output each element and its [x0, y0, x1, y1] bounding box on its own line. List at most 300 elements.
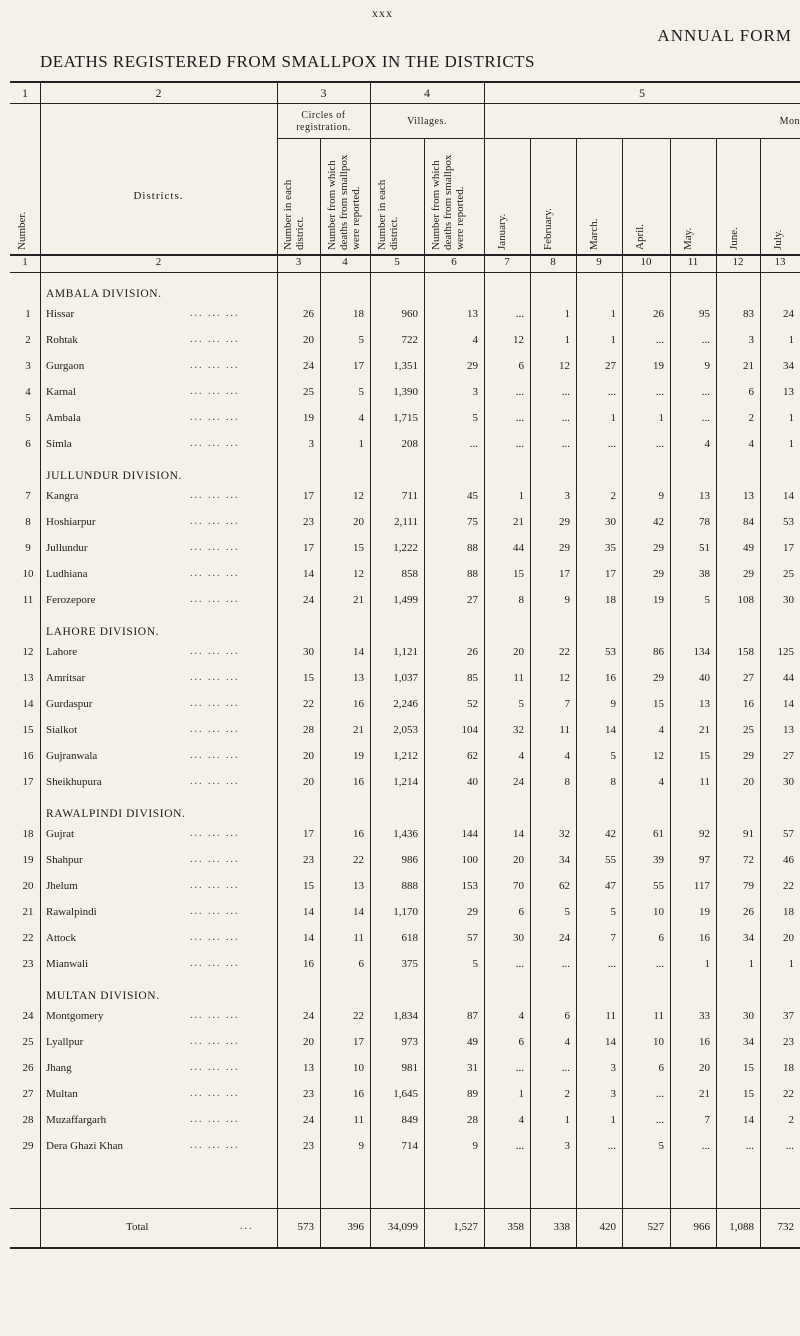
sub-column-number-7: 7 [504, 256, 510, 268]
table-cell: 33 [699, 1010, 710, 1022]
table-cell: 19 [699, 906, 710, 918]
table-cell: ... [515, 412, 524, 424]
table-cell: ... [561, 412, 570, 424]
leader-dots: ... ... ... [190, 386, 240, 397]
district-name: Sialkot [46, 724, 78, 736]
rule-colnums [10, 103, 800, 104]
table-cell: 5 [472, 412, 478, 424]
table-cell: 21 [513, 516, 524, 528]
row-number: 19 [22, 854, 34, 866]
table-cell: 20 [303, 776, 314, 788]
table-cell: 15 [303, 880, 314, 892]
district-name: Ludhiana [46, 568, 88, 580]
table-cell: 6 [518, 1036, 524, 1048]
table-cell: 1 [658, 412, 664, 424]
table-cell: 9 [610, 698, 616, 710]
table-cell: 13 [783, 724, 794, 736]
header-villages-count: Number in each district. [376, 179, 400, 250]
table-cell: 25 [303, 386, 314, 398]
table-cell: 153 [461, 880, 478, 892]
row-number: 1 [25, 308, 31, 320]
table-cell: 16 [605, 672, 616, 684]
table-cell: 5 [658, 1140, 664, 1152]
rule-subnums [10, 272, 800, 273]
rule-col-8 [622, 138, 623, 1247]
table-cell: 10 [653, 1036, 664, 1048]
table-cell: 24 [513, 776, 524, 788]
table-cell: 19 [653, 360, 664, 372]
table-cell: 30 [783, 776, 794, 788]
table-cell: 4 [658, 776, 664, 788]
table-cell: 17 [303, 490, 314, 502]
table-cell: 42 [605, 828, 616, 840]
row-number: 29 [22, 1140, 34, 1152]
table-cell: 3 [564, 490, 570, 502]
district-name: Rawalpindi [46, 906, 97, 918]
leader-dots: ... ... ... [190, 568, 240, 579]
row-number: 17 [22, 776, 34, 788]
header-number: Number. [16, 211, 28, 250]
table-cell: 75 [467, 516, 478, 528]
sub-column-number-3: 3 [295, 256, 302, 268]
table-cell: ... [655, 1114, 664, 1126]
table-cell: 14 [353, 906, 364, 918]
table-cell: ... [655, 1088, 664, 1100]
table-cell: 21 [353, 724, 364, 736]
table-cell: 2,111 [394, 516, 418, 528]
table-cell: 26 [303, 308, 314, 320]
table-cell: 79 [743, 880, 754, 892]
table-cell: 15 [303, 672, 314, 684]
table-cell: 22 [783, 1088, 794, 1100]
leader-dots: ... ... ... [190, 1010, 240, 1021]
table-cell: 208 [401, 438, 418, 450]
table-cell: 2 [788, 1114, 794, 1126]
table-cell: 32 [559, 828, 570, 840]
table-cell: 30 [303, 646, 314, 658]
district-name: Lyallpur [46, 1036, 84, 1048]
table-cell: 62 [467, 750, 478, 762]
table-cell: ... [515, 308, 524, 320]
table-cell: 11 [699, 776, 710, 788]
leader-dots: ... ... ... [190, 1062, 240, 1073]
table-cell: 16 [353, 1088, 364, 1100]
table-cell: 14 [513, 828, 524, 840]
table-cell: 27 [467, 594, 478, 606]
table-cell: 16 [699, 932, 710, 944]
table-cell: 13 [783, 386, 794, 398]
table-cell: ... [515, 386, 524, 398]
district-name: Shahpur [46, 854, 83, 866]
header-apr: April. [634, 224, 646, 250]
table-cell: 8 [518, 594, 524, 606]
table-cell: 1,715 [393, 412, 418, 424]
district-name: Kangra [46, 490, 79, 502]
sub-column-number-4: 4 [342, 256, 348, 268]
table-cell: 7 [564, 698, 570, 710]
table-cell: 55 [605, 854, 616, 866]
table-cell: 2,053 [393, 724, 418, 736]
district-name: Gujrat [46, 828, 75, 840]
table-cell: 14 [783, 490, 794, 502]
table-cell: 12 [353, 490, 364, 502]
row-number: 6 [25, 438, 31, 450]
leader-dots: ... [240, 1221, 254, 1232]
table-cell: 4 [564, 750, 570, 762]
leader-dots: ... ... ... [190, 750, 240, 761]
table-cell: 20 [303, 334, 314, 346]
table-cell: 9 [358, 1140, 364, 1152]
sub-column-number-2: 2 [155, 256, 162, 268]
table-cell: 1 [610, 1114, 616, 1126]
table-cell: 24 [303, 360, 314, 372]
table-cell: 20 [303, 1036, 314, 1048]
table-cell: 26 [653, 308, 664, 320]
table-cell: 6 [358, 958, 364, 970]
table-cell: 1,121 [393, 646, 418, 658]
table-cell: ... [701, 412, 710, 424]
table-cell: 53 [783, 516, 794, 528]
row-number: 27 [22, 1088, 34, 1100]
table-cell: 1,390 [393, 386, 418, 398]
table-cell: 28 [303, 724, 314, 736]
header-jul: July. [772, 229, 784, 250]
header-feb: February. [542, 208, 554, 250]
table-cell: 8 [564, 776, 570, 788]
header-jun: June. [728, 227, 740, 250]
table-cell: 888 [401, 880, 418, 892]
table-cell: 17 [353, 1036, 364, 1048]
table-cell: 5 [518, 698, 524, 710]
district-name: Hissar [46, 308, 75, 320]
table-cell: 12 [559, 360, 570, 372]
table-cell: ... [745, 1140, 754, 1152]
table-cell: 23 [303, 1088, 314, 1100]
table-cell: 4 [518, 1114, 524, 1126]
table-cell: 714 [401, 1140, 418, 1152]
table-cell: 20 [699, 1062, 710, 1074]
table-cell: 47 [605, 880, 616, 892]
rule-col-2 [320, 138, 321, 1247]
row-number: 7 [25, 490, 31, 502]
table-cell: ... [561, 386, 570, 398]
leader-dots: ... ... ... [190, 360, 240, 371]
row-number: 18 [22, 828, 34, 840]
table-cell: 13 [743, 490, 754, 502]
rule-col-10 [716, 138, 717, 1247]
table-cell: 24 [303, 1114, 314, 1126]
table-cell: 34 [743, 932, 754, 944]
table-cell: 25 [783, 568, 794, 580]
table-cell: 22 [353, 1010, 364, 1022]
table-cell: 10 [353, 1062, 364, 1074]
rule-col-6 [530, 138, 531, 1247]
table-cell: 29 [467, 906, 478, 918]
table-cell: ... [785, 1140, 794, 1152]
table-cell: 4 [748, 438, 754, 450]
table-cell: 23 [303, 1140, 314, 1152]
row-number: 22 [22, 932, 34, 944]
table-cell: 23 [303, 854, 314, 866]
total-cell: 1,527 [453, 1221, 478, 1233]
table-cell: ... [655, 438, 664, 450]
table-cell: 4 [518, 1010, 524, 1022]
table-cell: 1,037 [393, 672, 418, 684]
row-number: 14 [22, 698, 34, 710]
table-cell: 29 [559, 516, 570, 528]
table-cell: 22 [353, 854, 364, 866]
table-cell: 15 [513, 568, 524, 580]
table-cell: 1 [788, 334, 794, 346]
table-cell: 15 [743, 1088, 754, 1100]
table-cell: 57 [783, 828, 794, 840]
table-cell: 91 [743, 828, 754, 840]
table-cell: 1 [788, 412, 794, 424]
table-cell: 27 [743, 672, 754, 684]
table-cell: 28 [467, 1114, 478, 1126]
total-cell: 527 [647, 1221, 664, 1233]
table-cell: 2 [610, 490, 616, 502]
table-cell: 92 [699, 828, 710, 840]
table-cell: 1,170 [393, 906, 418, 918]
table-cell: 24 [559, 932, 570, 944]
table-cell: ... [561, 1062, 570, 1074]
rule-col-9 [670, 138, 671, 1247]
leader-dots: ... ... ... [190, 854, 240, 865]
column-number-3: 3 [320, 86, 327, 100]
sub-column-number-9: 9 [596, 256, 602, 268]
sub-column-number-6: 6 [451, 256, 457, 268]
table-cell: 3 [472, 386, 478, 398]
table-cell: 13 [699, 490, 710, 502]
table-cell: 21 [743, 360, 754, 372]
table-cell: 4 [518, 750, 524, 762]
table-cell: 6 [518, 360, 524, 372]
district-name: Gujranwala [46, 750, 98, 762]
table-cell: 97 [699, 854, 710, 866]
rule-before-total [10, 1208, 800, 1209]
table-cell: 46 [783, 854, 794, 866]
table-cell: ... [701, 334, 710, 346]
table-cell: 125 [777, 646, 794, 658]
table-cell: 1 [518, 1088, 524, 1100]
table-cell: 40 [467, 776, 478, 788]
division-heading: RAWALPINDI DIVISION. [46, 808, 186, 820]
table-cell: 86 [653, 646, 664, 658]
table-cell: 16 [303, 958, 314, 970]
table-cell: 3 [308, 438, 314, 450]
table-cell: 1 [610, 308, 616, 320]
table-cell: 51 [699, 542, 710, 554]
table-cell: 19 [653, 594, 664, 606]
row-number: 13 [22, 672, 34, 684]
table-cell: ... [701, 1140, 710, 1152]
table-cell: 108 [737, 594, 754, 606]
total-cell: 420 [599, 1221, 616, 1233]
table-cell: 1,351 [393, 360, 418, 372]
table-cell: 14 [303, 906, 314, 918]
table-cell: 30 [513, 932, 524, 944]
total-cell: 1,088 [729, 1221, 754, 1233]
table-cell: 16 [353, 698, 364, 710]
row-number: 10 [22, 568, 34, 580]
total-cell: 732 [777, 1221, 794, 1233]
table-cell: 26 [467, 646, 478, 658]
table-cell: 84 [743, 516, 754, 528]
row-number: 20 [22, 880, 34, 892]
sub-column-number-10: 10 [640, 256, 652, 268]
table-cell: 158 [737, 646, 754, 658]
table-cell: 25 [743, 724, 754, 736]
district-name: Amritsar [46, 672, 86, 684]
division-heading: MULTAN DIVISION. [46, 990, 160, 1002]
table-cell: ... [607, 386, 616, 398]
table-cell: 1 [748, 958, 754, 970]
table-cell: 5 [610, 906, 616, 918]
table-cell: 17 [303, 828, 314, 840]
table-cell: 960 [401, 308, 418, 320]
table-cell: 16 [699, 1036, 710, 1048]
table-cell: 8 [610, 776, 616, 788]
district-name: Simla [46, 438, 72, 450]
table-cell: 986 [401, 854, 418, 866]
district-name: Jullundur [46, 542, 88, 554]
table-cell: 722 [401, 334, 418, 346]
leader-dots: ... ... ... [190, 1140, 240, 1151]
table-cell: 3 [610, 1088, 616, 1100]
row-number: 23 [22, 958, 34, 970]
table-cell: 20 [743, 776, 754, 788]
table-cell: 12 [513, 334, 524, 346]
table-cell: ... [655, 334, 664, 346]
table-cell: 11 [559, 724, 570, 736]
table-cell: 29 [653, 542, 664, 554]
table-cell: 55 [653, 880, 664, 892]
table-cell: 22 [783, 880, 794, 892]
table-cell: 14 [605, 724, 616, 736]
table-cell: 16 [353, 776, 364, 788]
leader-dots: ... ... ... [190, 958, 240, 969]
district-name: Sheikhupura [46, 776, 102, 788]
table-cell: 17 [605, 568, 616, 580]
district-name: Jhelum [46, 880, 78, 892]
table-cell: 21 [353, 594, 364, 606]
table-cell: 5 [358, 386, 364, 398]
rule-top [10, 81, 800, 83]
table-cell: 29 [653, 568, 664, 580]
table-cell: 15 [699, 750, 710, 762]
table-cell: 1,214 [393, 776, 418, 788]
district-name: Rohtak [46, 334, 78, 346]
district-name: Ferozepore [46, 594, 96, 606]
table-cell: 37 [783, 1010, 794, 1022]
table-cell: 35 [605, 542, 616, 554]
leader-dots: ... ... ... [190, 906, 240, 917]
district-name: Ambala [46, 412, 81, 424]
total-cell: 338 [553, 1221, 570, 1233]
table-cell: 117 [693, 880, 710, 892]
table-cell: 9 [564, 594, 570, 606]
table-cell: 7 [610, 932, 616, 944]
leader-dots: ... ... ... [190, 594, 240, 605]
table-cell: 32 [513, 724, 524, 736]
table-cell: 5 [472, 958, 478, 970]
table-cell: 18 [783, 1062, 794, 1074]
table-cell: 5 [704, 594, 710, 606]
table-cell: 87 [467, 1010, 478, 1022]
table-cell: 14 [743, 1114, 754, 1126]
table-cell: 42 [653, 516, 664, 528]
table-cell: 5 [564, 906, 570, 918]
table-cell: 26 [743, 906, 754, 918]
table-cell: 29 [467, 360, 478, 372]
table-cell: 49 [467, 1036, 478, 1048]
table-cell: 24 [303, 594, 314, 606]
table-cell: 973 [401, 1036, 418, 1048]
district-name: Mianwali [46, 958, 89, 970]
table-cell: 4 [658, 724, 664, 736]
table-cell: 19 [353, 750, 364, 762]
district-name: Hoshiarpur [46, 516, 96, 528]
table-cell: 34 [559, 854, 570, 866]
table-cell: 95 [699, 308, 710, 320]
table-cell: 16 [743, 698, 754, 710]
district-name: Karnal [46, 386, 76, 398]
district-name: Montgomery [46, 1010, 104, 1022]
table-cell: 61 [653, 828, 664, 840]
table-cell: 2 [748, 412, 754, 424]
row-number: 2 [25, 334, 31, 346]
header-may: May. [682, 227, 694, 250]
table-cell: 134 [693, 646, 710, 658]
column-number-2: 2 [155, 86, 162, 100]
leader-dots: ... ... ... [190, 724, 240, 735]
table-cell: 29 [559, 542, 570, 554]
sub-column-number-1: 1 [22, 256, 28, 268]
table-cell: 6 [658, 932, 664, 944]
table-cell: 1,212 [393, 750, 418, 762]
table-cell: 38 [699, 568, 710, 580]
table-cell: 4 [358, 412, 364, 424]
table-cell: 45 [467, 490, 478, 502]
group-header-circles: Circles of registration. [296, 110, 351, 133]
table-cell: 39 [653, 854, 664, 866]
row-number: 26 [22, 1062, 34, 1074]
table-cell: ... [515, 438, 524, 450]
table-cell: 19 [303, 412, 314, 424]
division-heading: JULLUNDUR DIVISION. [46, 470, 182, 482]
table-cell: 2,246 [393, 698, 418, 710]
table-cell: 2 [564, 1088, 570, 1100]
table-cell: 12 [653, 750, 664, 762]
table-cell: 85 [467, 672, 478, 684]
table-cell: 711 [401, 490, 418, 502]
table-cell: 10 [653, 906, 664, 918]
table-cell: 22 [303, 698, 314, 710]
row-number: 24 [22, 1010, 34, 1022]
table-cell: 24 [303, 1010, 314, 1022]
leader-dots: ... ... ... [190, 1088, 240, 1099]
sub-column-number-5: 5 [394, 256, 400, 268]
table-cell: 6 [748, 386, 754, 398]
table-cell: ... [607, 1140, 616, 1152]
row-number: 15 [22, 724, 34, 736]
row-number: 9 [25, 542, 31, 554]
table-cell: ... [607, 958, 616, 970]
table-cell: 15 [353, 542, 364, 554]
leader-dots: ... ... ... [190, 776, 240, 787]
header-jan: January. [496, 213, 508, 250]
